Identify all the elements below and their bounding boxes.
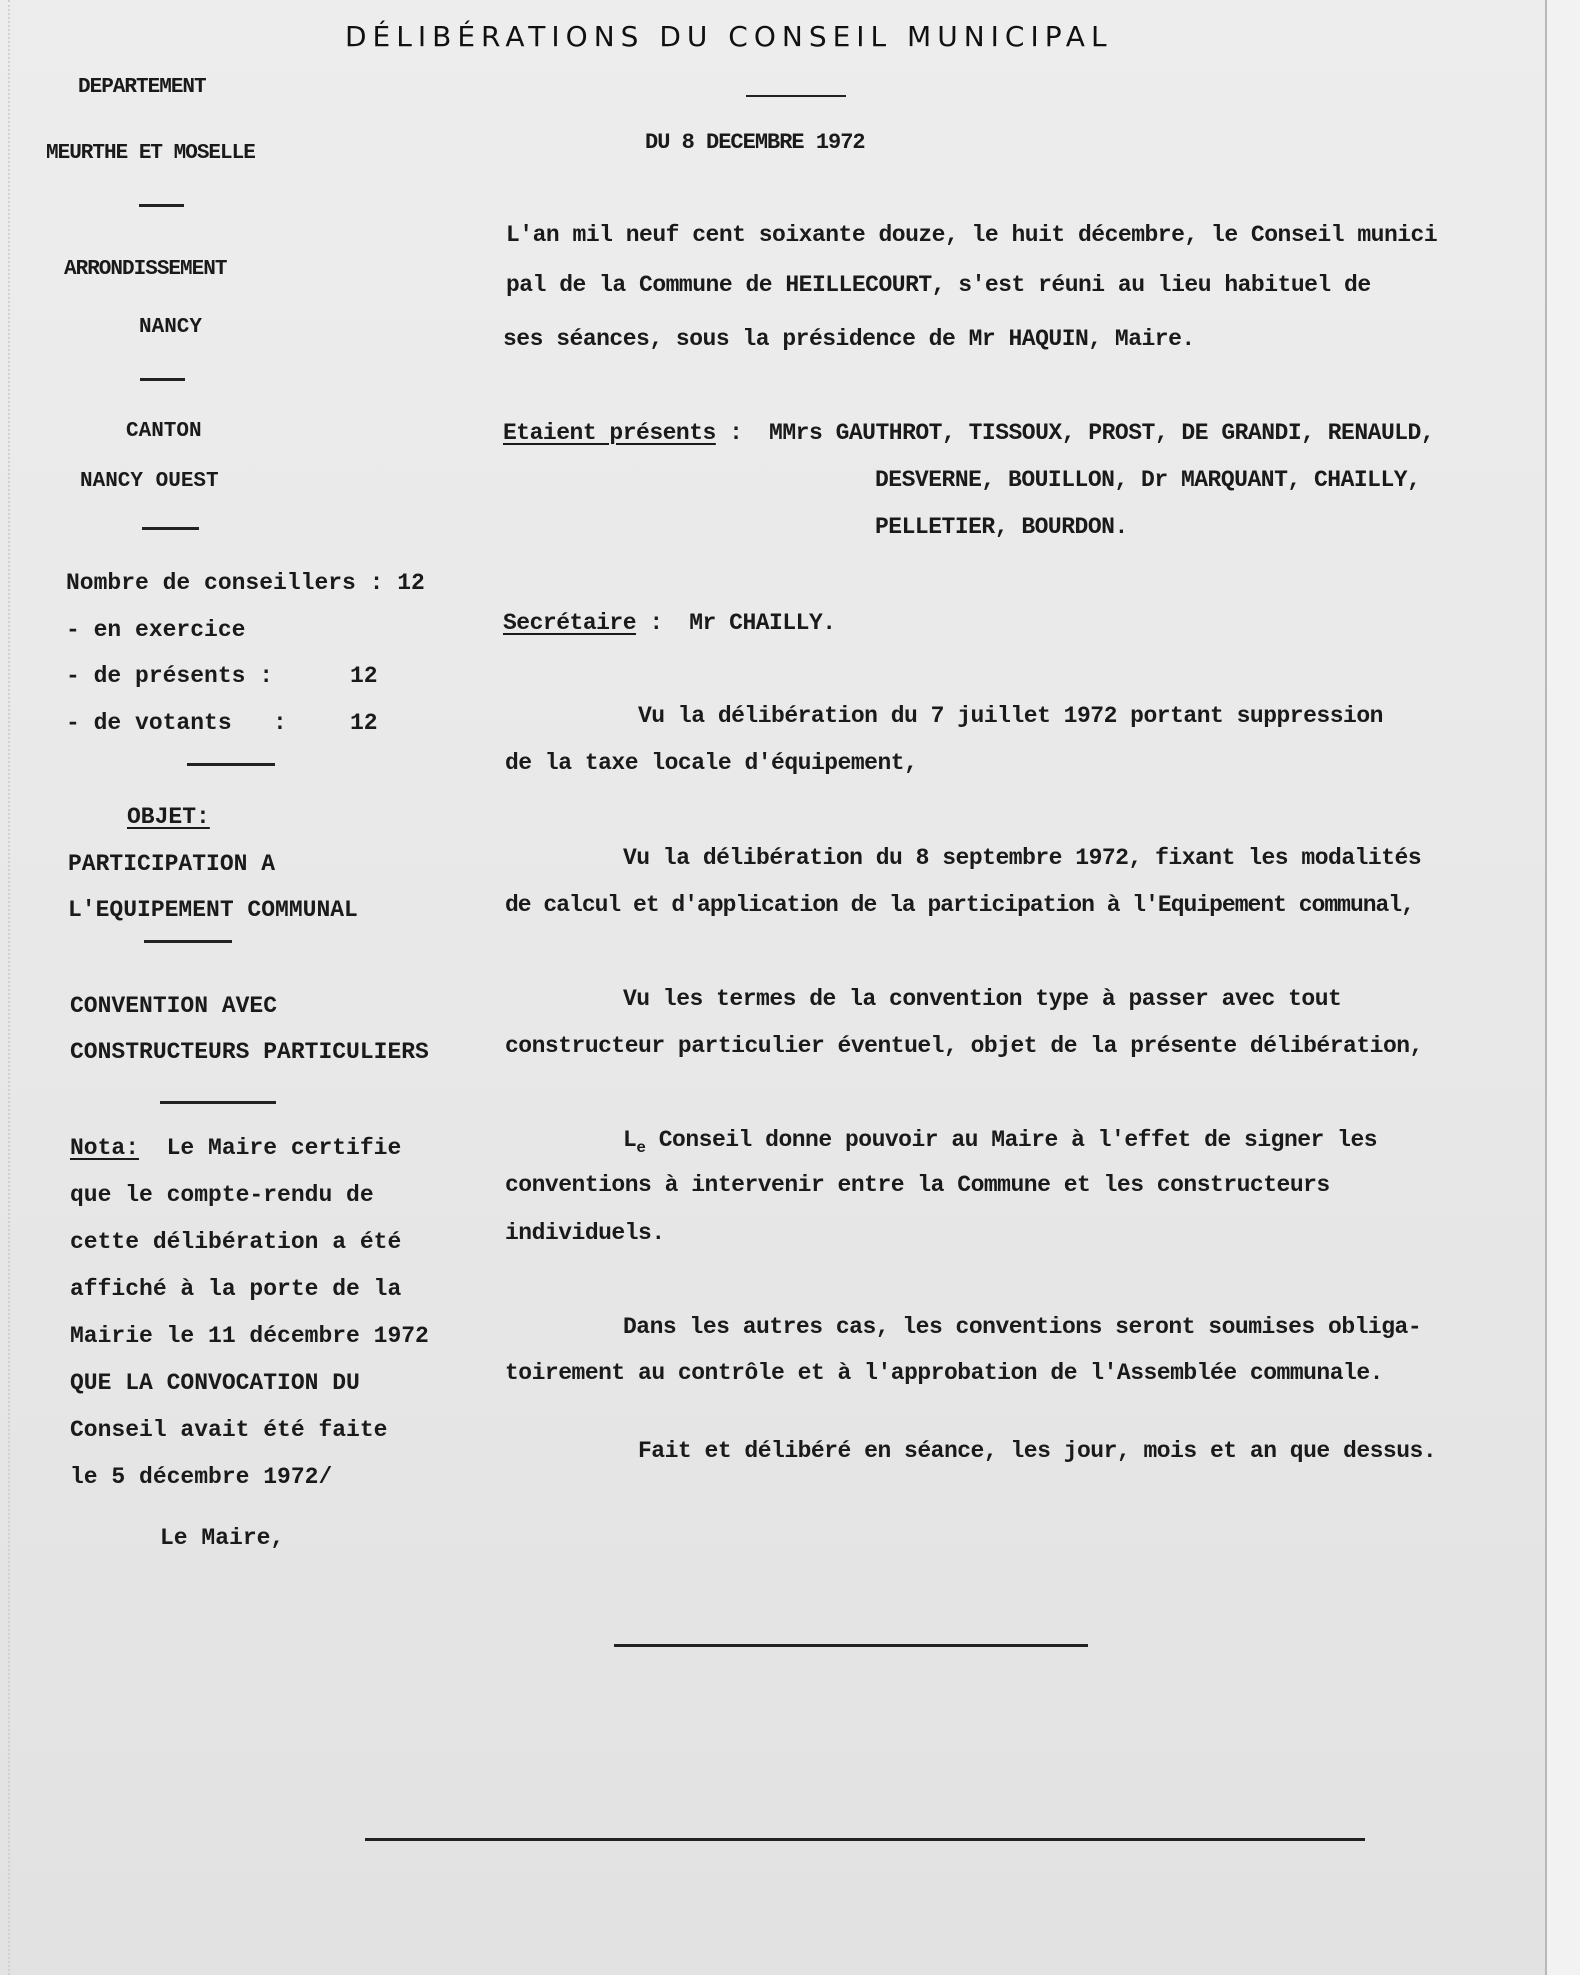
arrondissement-label: ARRONDISSEMENT xyxy=(64,258,227,281)
nota-line: cette délibération a été xyxy=(70,1229,402,1255)
secretaire-name: : Mr CHAILLY. xyxy=(636,610,836,636)
mayor-signature-label: Le Maire, xyxy=(160,1525,285,1551)
nota-line: Conseil avait été faite xyxy=(70,1417,388,1443)
paragraph-line xyxy=(623,1127,1377,1157)
departement-label: DEPARTEMENT xyxy=(78,76,206,99)
intro-line: L'an mil neuf cent soixante douze, le huit décembre, le Conseil munici xyxy=(506,222,1438,248)
exercice-label: - en exercice xyxy=(66,617,246,643)
paragraph-line: toirement au contrôle et à l'approbation de l'Assemblée communale. xyxy=(505,1360,1383,1386)
le-letter: L xyxy=(623,1127,637,1153)
secretaire-heading: Secrétaire xyxy=(503,610,637,636)
paragraph-line: de calcul et d'application de la participation à l'Equipement communal, xyxy=(505,892,1414,918)
closing-line: Fait et délibéré en séance, les jour, mois et an que dessus. xyxy=(638,1438,1437,1464)
page-right-edge xyxy=(1545,0,1580,1975)
presents-label: - de présents : xyxy=(66,663,274,689)
sidebar-divider xyxy=(139,204,184,207)
nota-line: Le Maire certifie xyxy=(139,1135,402,1161)
paragraph-line: constructeur particulier éventuel, objet de la présente délibération, xyxy=(505,1033,1423,1059)
secretaire-block xyxy=(503,610,836,636)
canton-label: CANTON xyxy=(126,420,202,443)
meeting-date: DU 8 DECEMBRE 1972 xyxy=(645,130,865,155)
page-left-edge xyxy=(8,0,14,1975)
paragraph-line: Dans les autres cas, les conventions seront soumises obliga- xyxy=(623,1314,1422,1340)
paragraph-line: conventions à intervenir entre la Commune et les constructeurs xyxy=(505,1172,1330,1198)
paragraph-text: Conseil donne pouvoir au Maire à l'effet de signer les xyxy=(658,1127,1378,1153)
nota-line: affiché à la porte de la xyxy=(70,1276,402,1302)
le-subscript: e xyxy=(636,1139,646,1157)
nota-label: Nota: xyxy=(70,1135,140,1161)
nota-line: Mairie le 11 décembre 1972 xyxy=(70,1323,429,1349)
intro-line: pal de la Commune de HEILLECOURT, s'est réuni au lieu habituel de xyxy=(506,272,1371,298)
convention-line: CONSTRUCTEURS PARTICULIERS xyxy=(70,1039,429,1065)
conseillers-count: Nombre de conseillers : 12 xyxy=(66,570,425,596)
nota-line: que le compte-rendu de xyxy=(70,1182,374,1208)
signature-line xyxy=(614,1644,1088,1647)
presents-names: : MMrs GAUTHROT, TISSOUX, PROST, DE GRANDI, RENAULD, xyxy=(715,420,1435,446)
objet-label: OBJET: xyxy=(127,804,210,830)
title-divider xyxy=(746,95,846,97)
nota-line: le 5 décembre 1972/ xyxy=(70,1464,333,1490)
departement-value: MEURTHE ET MOSELLE xyxy=(46,142,255,165)
objet-line: L'EQUIPEMENT COMMUNAL xyxy=(68,897,358,923)
votants-label: - de votants : xyxy=(66,710,287,736)
page-end-rule xyxy=(365,1838,1365,1841)
presents-names: PELLETIER, BOURDON. xyxy=(875,514,1128,540)
presents-block xyxy=(503,420,1434,446)
presents-heading: Etaient présents xyxy=(503,420,716,446)
paragraph-line: de la taxe locale d'équipement, xyxy=(505,750,918,776)
sidebar-divider xyxy=(144,940,232,943)
votants-value: 12 xyxy=(350,710,378,736)
objet-line: PARTICIPATION A xyxy=(68,851,276,877)
arrondissement-value: NANCY xyxy=(139,316,203,339)
nota-block xyxy=(70,1135,401,1161)
sidebar-divider xyxy=(142,527,199,530)
document-title: DÉLIBÉRATIONS DU CONSEIL MUNICIPAL xyxy=(345,20,1113,53)
paragraph-line: Vu les termes de la convention type à passer avec tout xyxy=(623,986,1342,1012)
sidebar-divider xyxy=(187,763,275,766)
intro-line: ses séances, sous la présidence de Mr HAQUIN, Maire. xyxy=(503,326,1195,352)
convention-line: CONVENTION AVEC xyxy=(70,993,278,1019)
presents-value: 12 xyxy=(350,663,378,689)
canton-value: NANCY OUEST xyxy=(80,470,219,493)
presents-names: DESVERNE, BOUILLON, Dr MARQUANT, CHAILLY, xyxy=(875,467,1421,493)
paragraph-line: Vu la délibération du 8 septembre 1972, fixant les modalités xyxy=(623,845,1422,871)
paragraph-line: Vu la délibération du 7 juillet 1972 portant suppression xyxy=(638,703,1383,729)
nota-line: QUE LA CONVOCATION DU xyxy=(70,1370,360,1396)
sidebar-divider xyxy=(160,1101,276,1104)
sidebar-divider xyxy=(140,378,185,381)
paragraph-line: individuels. xyxy=(505,1220,665,1246)
